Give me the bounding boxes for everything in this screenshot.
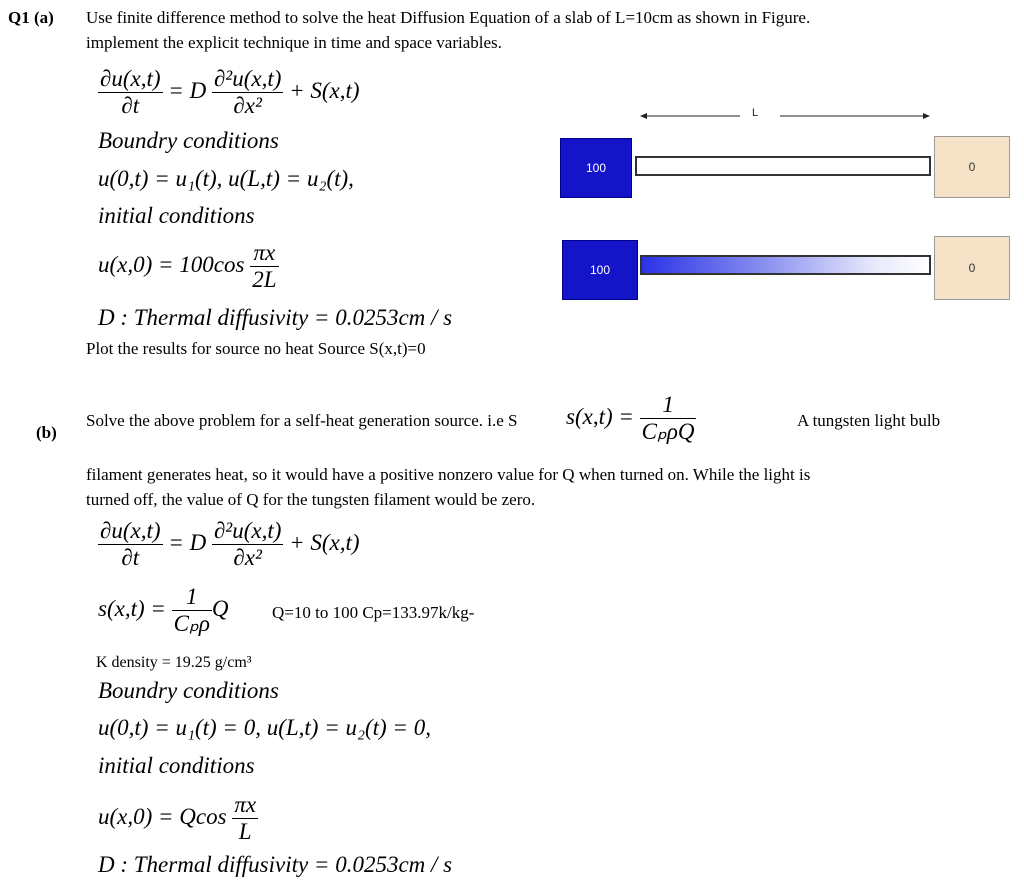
pde-equation-b: [98, 518, 360, 571]
part-b-line-1-tail: A tungsten light bulb: [797, 411, 941, 430]
initial-condition-b: [98, 792, 258, 845]
boundary-heading-b: Boundry conditions: [98, 678, 279, 703]
initial-lhs: u(x,0) = 100cos: [98, 251, 245, 277]
boundary-heading-a: Boundry conditions: [98, 128, 279, 153]
source-q: Q: [211, 595, 229, 621]
question-label-b: (b): [36, 423, 57, 442]
line1-frac-den: CₚρQ: [641, 419, 695, 444]
initial-b-lhs: u(x,0) = Qcos: [98, 803, 227, 829]
source-equation-b: [98, 584, 229, 637]
boundary-equation-b: u(0,t) = u₁(t) = 0, u(L,t) = u₂(t) = 0,: [98, 715, 431, 740]
initial-heading-b: initial conditions: [98, 753, 255, 778]
boundary-equation-a: u(0,t) = u₁(t), u(L,t) = u₂(t),: [98, 166, 354, 191]
initial-heading-a: initial conditions: [98, 203, 255, 228]
source-lhs: s(x,t) =: [98, 595, 166, 621]
diffusivity-a: D : Thermal diffusivity = 0.0253cm / s: [98, 305, 453, 330]
initial-denominator: 2L: [252, 267, 277, 292]
pde-lhs-numerator: ∂u(x,t): [100, 66, 161, 91]
pde-equation-a: [98, 66, 360, 119]
part-b-para-1: filament generates heat, so it would have a positive nonzero value for Q when turned on. While the light is: [86, 465, 811, 484]
cold-end-block-top: 0: [934, 136, 1010, 198]
initial-condition-a: [98, 240, 279, 293]
pde-rhs-denominator: ∂x²: [233, 93, 262, 118]
pde-b-rhs-numerator: ∂²u(x,t): [213, 518, 282, 543]
density-line: K density = 19.25 g/cm³: [96, 654, 252, 671]
hot-end-block-top: 100: [560, 138, 632, 198]
initial-b-denominator: L: [238, 819, 252, 844]
pde-source-term: + S(x,t): [289, 77, 360, 103]
slab-bar-top: [635, 156, 931, 176]
part-b-line-1: Solve the above problem for a self-heat generation source. i.e S: [86, 411, 518, 430]
slab-bar-bottom-gradient: [640, 255, 931, 275]
source-denominator: Cₚρ: [173, 611, 210, 636]
length-arrow: [640, 108, 930, 124]
source-params: Q=10 to 100 Cp=133.97k/kg-: [272, 603, 475, 622]
pde-b-rhs-denominator: ∂x²: [233, 545, 262, 570]
pde-lhs-denominator: ∂t: [121, 93, 140, 118]
question-label-a: Q1 (a): [8, 8, 54, 27]
source-numerator: 1: [172, 584, 212, 611]
cold-end-block-bottom: 0: [934, 236, 1010, 300]
intro-line-1: Use finite difference method to solve the heat Diffusion Equation of a slab of L=10cm as shown in Figure.: [86, 8, 811, 27]
initial-b-numerator: πx: [234, 792, 257, 817]
line1-frac-num: 1: [640, 392, 697, 419]
pde-b-source-term: + S(x,t): [289, 529, 360, 555]
pde-b-equals-d: = D: [168, 529, 207, 555]
intro-line-2: implement the explicit technique in time and space variables.: [86, 33, 502, 52]
length-label: L: [752, 107, 759, 119]
diffusivity-b: D : Thermal diffusivity = 0.0253cm / s: [98, 852, 453, 877]
part-b-para-2: turned off, the value of Q for the tungsten filament would be zero.: [86, 490, 536, 509]
hot-end-block-bottom: 100: [562, 240, 638, 300]
pde-rhs-numerator: ∂²u(x,t): [213, 66, 282, 91]
pde-b-lhs-numerator: ∂u(x,t): [100, 518, 161, 543]
initial-numerator: πx: [250, 240, 278, 267]
plot-note: Plot the results for source no heat Source S(x,t)=0: [86, 339, 426, 358]
line1-math-lhs: s(x,t) =: [566, 403, 634, 429]
part-b-line-1-math: [566, 392, 696, 445]
pde-equals-d: = D: [168, 77, 207, 103]
pde-b-lhs-denominator: ∂t: [121, 545, 140, 570]
